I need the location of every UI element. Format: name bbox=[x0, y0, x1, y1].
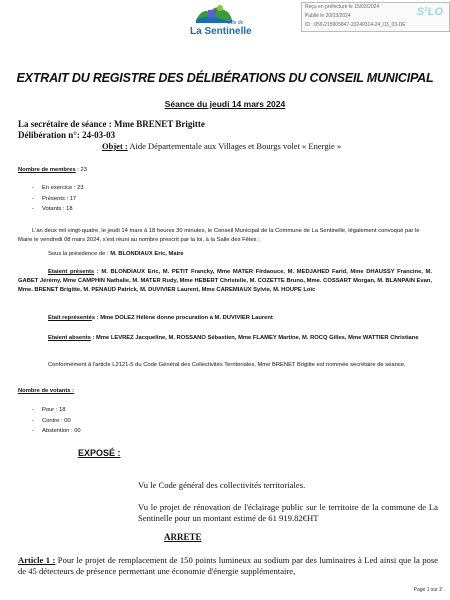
representes-line bbox=[48, 315, 273, 321]
presidence-prefix: Sous la présidence de : bbox=[48, 251, 109, 257]
list-item: - Abstention : 00 bbox=[32, 428, 81, 435]
stamp-brand: S²LO bbox=[416, 6, 443, 18]
conforme-paragraph: Conformément à l'article L2121-5 du Code Général des Collectivités Territoriales, Mme BRENET Brigitte est nommée secrétaire de séance. bbox=[48, 362, 406, 368]
absents-text: : Mme LEVREZ Jacqueline, M. ROSSANO Sébastien, Mme FLAMEY Martine, M. ROCQ Gilles, Mme WATTIER Christiane bbox=[90, 335, 419, 341]
list-item: - Contre : 00 bbox=[32, 417, 71, 424]
vu-projet: Vu le projet de rénovation de l'éclairage public sur le territoire de la commune de La Sentinelle pour un montant estimé de 61 919.82€HT bbox=[138, 502, 438, 523]
objet-label: Objet : bbox=[102, 141, 128, 151]
list-item: - Votants : 18 bbox=[32, 206, 73, 213]
document-title: EXTRAIT DU REGISTRE DES DÉLIBÉRATIONS DU CONSEIL MUNICIPAL bbox=[16, 71, 434, 85]
presents-label: Etaient présents bbox=[48, 269, 95, 275]
membres-list bbox=[32, 183, 84, 215]
membres-label: Nombre de membres bbox=[18, 167, 76, 173]
presidence-name: M. BLONDIAUX Eric, Maire bbox=[110, 251, 184, 257]
membres-votants: Votants : 18 bbox=[41, 206, 73, 213]
representes-label: Etait représenté bbox=[48, 315, 92, 321]
objet-text: Aide Départementale aux Villages et Bourgs volet « Energie » bbox=[129, 141, 342, 151]
article-1-text: Pour le projet de remplacement de 150 points lumineux au sodium par des luminaires à Led ainsi que la pose de 45 détecteurs de présence permettant une économie d'énergie supplémentaire, bbox=[18, 555, 438, 576]
page-number: Page 1 sur 2 bbox=[413, 587, 442, 593]
presents-text: : M. BLONDIAUX Eric, M. PETIT Francky, Mme MATER Firdaouce, M. MEDJAHED Farid, Mme DHAUSSY Francine, M. GABET Jérémy, Mme CAMPHIN Nathalie, M. MATER Rudy, Mme HEBERT Christelle, M. COZETTE Bruno, Mme. COSSART Morgan, M. BLANPAIN Evan, Mme. BRENET Brigitte, M. PENAUD Patrick, M. DUVIVIER Laurent, Mme CAREMIAUX Sylvie, M. HOUPE Loïc bbox=[18, 269, 432, 293]
secretaire-line: La secrétaire de séance : Mme BRENET Brigitte bbox=[18, 119, 205, 129]
votants-abstention: Abstention : 00 bbox=[41, 428, 81, 435]
absents-label: Etaient absents bbox=[48, 335, 91, 341]
article-1 bbox=[18, 555, 438, 576]
absents-paragraph bbox=[18, 334, 432, 343]
list-item: - En exercice : 23 bbox=[32, 185, 84, 191]
logo-town-name: La Sentinelle bbox=[190, 26, 252, 37]
expose-heading: EXPOSÉ : bbox=[78, 448, 121, 458]
prefecture-stamp bbox=[301, 2, 450, 32]
town-logo bbox=[184, 2, 254, 36]
votants-list bbox=[32, 405, 81, 437]
article-1-label: Article 1 : bbox=[18, 555, 56, 565]
votants-pour: Pour : 18 bbox=[41, 407, 66, 413]
membres-presents: Présents : 17 bbox=[41, 195, 77, 202]
representes-text: s : Mme DOLEZ Hélène donne procuration à M. DUVIVIER Laurent bbox=[91, 315, 273, 321]
membres-value: : 23 bbox=[75, 167, 87, 173]
presidence-line bbox=[48, 250, 184, 259]
deliberation-number: Délibération n°: 24-03-03 bbox=[18, 130, 116, 140]
list-item: - Présents : 17 bbox=[32, 195, 77, 202]
vu-cgct: Vu le Code général des collectivités territoriales. bbox=[138, 480, 306, 490]
convocation-paragraph: L'an deux mil vingt-quatre, le jeudi 14 mars à 18 heures 30 minutes, le Conseil Municipal de la Commune de La Sentinelle, légalement convoqué par le Maire le vendredi 08 mars 2024, s'est réuni au nombre prescrit par la loi, à la Salle des Fêtes ; bbox=[18, 228, 420, 243]
stamp-received: Reçu en préfecture le 15/03/2024 bbox=[305, 4, 380, 10]
membres-en-exercice: En exercice : 23 bbox=[41, 185, 84, 191]
seance-date bbox=[0, 99, 450, 109]
presents-paragraph bbox=[18, 268, 432, 294]
membres-line bbox=[18, 166, 87, 175]
votants-contre: Contre : 00 bbox=[41, 417, 71, 424]
stamp-id: ID : 059-215905847-20240314-24_03_03-DE bbox=[305, 22, 406, 28]
seance-date-text: Séance du jeudi 14 mars 2024 bbox=[164, 99, 286, 109]
objet-line bbox=[102, 141, 341, 151]
stamp-published: Publié le 20/03/2024 bbox=[305, 13, 351, 19]
logo-ville-de: Ville de bbox=[227, 20, 244, 26]
list-item: - Pour : 18 bbox=[32, 407, 66, 413]
arrete-heading: ARRETE bbox=[164, 532, 202, 542]
votants-label: Nombre de votants : bbox=[18, 388, 75, 394]
